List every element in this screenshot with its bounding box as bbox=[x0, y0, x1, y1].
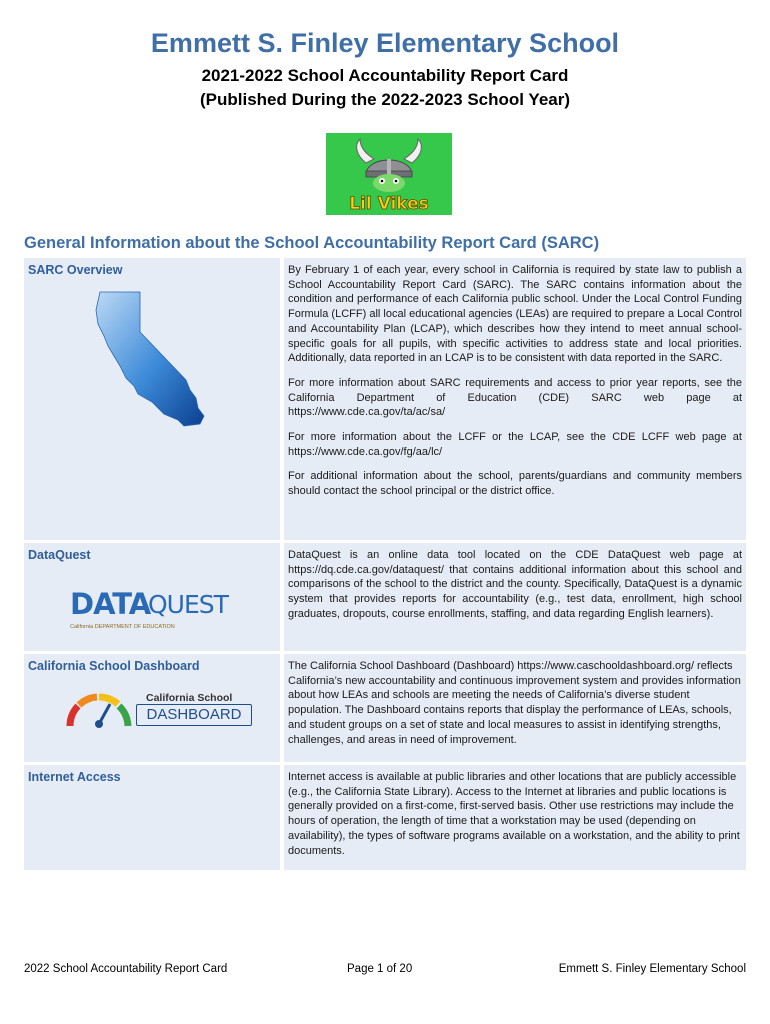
row-sarc-overview bbox=[24, 258, 746, 540]
overview-paragraph: For additional information about the school, parents/guardians and community members should contact the school principal or the district office. bbox=[288, 470, 742, 498]
dashboard-logo-bottom: DASHBOARD bbox=[136, 704, 252, 726]
california-map bbox=[94, 290, 216, 428]
dataquest-logo-data: DATA bbox=[70, 587, 151, 621]
row-content-cell bbox=[284, 654, 746, 762]
dataquest-logo-quest: QUEST bbox=[148, 590, 228, 619]
row-label-cell bbox=[24, 654, 280, 762]
row-label-cell bbox=[24, 765, 280, 870]
footer-left: 2022 School Accountability Report Card bbox=[24, 963, 228, 975]
row-dashboard bbox=[24, 654, 746, 762]
row-label: SARC Overview bbox=[28, 263, 123, 277]
dashboard-logo-top: California School bbox=[146, 692, 233, 704]
page-title: Emmett S. Finley Elementary School bbox=[150, 28, 620, 58]
overview-paragraph: For more information about SARC requirements and access to prior year reports, see the California Department of Education (CDE) SARC web page at https://www.cde.ca.gov/ta/ac/sa/ bbox=[288, 376, 742, 419]
row-label: DataQuest bbox=[28, 548, 91, 562]
section-heading: General Information about the School Accountability Report Card (SARC) bbox=[24, 234, 600, 252]
row-label-cell bbox=[24, 258, 280, 540]
dataquest-logo-caption: California DEPARTMENT OF EDUCATION bbox=[70, 624, 175, 630]
overview-paragraph: By February 1 of each year, every school in California is required by state law to publish a School Accountability Report Card (SARC). The SARC contains information about the condition and performance of each California public school. Under the Local Control Funding Formula (LCFF) all local educational agencies (LEAs) are required to prepare a Local Control and Accountability Plan (LCAP), which describes how they intend to meet annual school-specific goals for all pupils, with specific activities to address state and local priorities. Additionally, data reported in an LCAP is to be consistent with data reported in the SARC. bbox=[288, 264, 742, 365]
dataquest-logo bbox=[70, 587, 240, 635]
internet-paragraph: Internet access is available at public libraries and other locations that are publicly accessible (e.g., the California State Library). Access to the Internet at libraries and public locations is generally provided on a first-come, first-served basis. Other use restrictions may include the hours of operation, the length of time that a workstation may be used (depending on availability), the types of software programs available on a workstation, and the ability to print documents. bbox=[288, 771, 740, 857]
row-label: Internet Access bbox=[28, 770, 121, 784]
school-mascot-logo bbox=[326, 133, 452, 215]
row-content-cell bbox=[284, 765, 746, 870]
gauge-icon bbox=[64, 690, 134, 730]
dashboard-logo bbox=[64, 688, 254, 732]
report-title: 2021-2022 School Accountability Report Card bbox=[201, 66, 569, 85]
published-line: (Published During the 2022-2023 School Year) bbox=[199, 90, 571, 109]
dashboard-paragraph: The California School Dashboard (Dashboard) https://www.caschooldashboard.org/ reflects California’s new accountability and continuous improvement system and provides information about how LEAs and schools are meeting the needs of California’s diverse student population. The Dashboard contains reports that display the performance of LEAs, schools, and student groups on a set of state and local measures to assist in identifying strengths, challenges, and areas in need of improvement. bbox=[288, 660, 741, 746]
logo-wordmark: Lil Vikes bbox=[349, 194, 429, 214]
dataquest-paragraph: DataQuest is an online data tool located on the CDE DataQuest web page at https://dq.cde.ca.gov/dataquest/ that contains additional information about this school and comparisons of the school to the district and the county. Specifically, DataQuest is a dynamic system that provides reports for accountability (e.g., test data, enrollment, high school graduates, dropouts, course enrollments, staffing, and data regarding English learners). bbox=[288, 549, 742, 620]
row-label-cell bbox=[24, 543, 280, 651]
row-internet-access bbox=[24, 765, 746, 870]
footer-page-number: Page 1 of 20 bbox=[347, 963, 413, 975]
footer-right: Emmett S. Finley Elementary School bbox=[558, 963, 746, 975]
overview-paragraph: For more information about the LCFF or the LCAP, see the CDE LCFF web page at https://www.cde.ca.gov/fg/aa/lc/ bbox=[288, 431, 742, 458]
row-dataquest bbox=[24, 543, 746, 651]
row-content-cell bbox=[284, 258, 746, 540]
row-label: California School Dashboard bbox=[28, 659, 200, 673]
row-content-cell bbox=[284, 543, 746, 651]
